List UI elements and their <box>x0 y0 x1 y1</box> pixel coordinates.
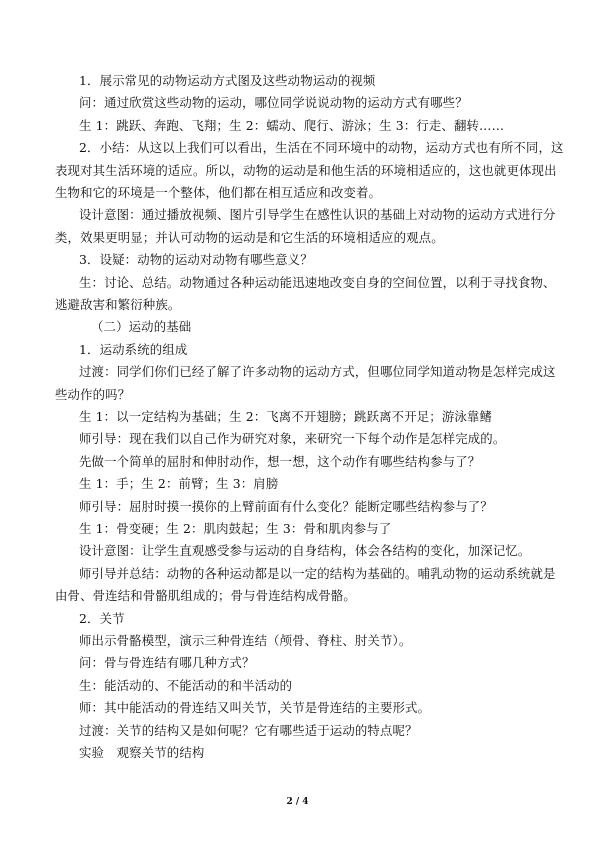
text-line: 生物和它的环境是一个整体，他们都在相互适应和改变着。 <box>55 185 382 200</box>
text-line: 问：骨与骨连结有哪几种方式？ <box>79 655 255 670</box>
text-line: 生：讨论、总结。动物通过各种运动能迅速地改变自身的空间位置，以利于寻找食物、 <box>79 275 556 290</box>
text-line: 表现对其生活环境的适应。所以，动物的运动是和他生活的环境相适应的，这也就更体现出 <box>55 163 557 178</box>
text-line: 1．展示常见的动物运动方式图及这些动物运动的视频 <box>79 73 376 88</box>
text-line: 3．设疑：动物的运动对动物有哪些意义？ <box>79 252 313 267</box>
text-line: 设计意图：通过播放视频、图片引导学生在感性认识的基础上对动物的运动方式进行分 <box>79 207 556 222</box>
text-line: 生 1：骨变硬；生 2：肌肉鼓起；生 3：骨和肌肉参与了 <box>79 521 392 536</box>
text-line: 逃避敌害和繁衍种族。 <box>55 297 181 312</box>
text-line: 过渡：关节的结构又是如何呢？它有哪些适于运动的特点呢？ <box>79 723 418 738</box>
text-line: 2．关节 <box>79 611 125 626</box>
text-line: 类，效果更明显；并认可动物的运动是和它生活的环境相适应的观点。 <box>55 230 444 245</box>
text-line: 师引导并总结：动物的各种运动都是以一定的结构为基础的。哺乳动物的运动系统就是 <box>79 566 556 581</box>
text-line: 问：通过欣赏这些动物的运动，哪位同学说说动物的运动方式有哪些？ <box>79 95 468 110</box>
text-line: 师引导：现在我们以自己作为研究对象，来研究一下每个动作是怎样完成的。 <box>79 431 506 446</box>
text-line: 2．小结：从这以上我们可以看出，生活在不同环境中的动物，运动方式也有所不同，这 <box>79 140 564 155</box>
text-line: 生 1：以一定结构为基础；生 2：飞离不开翅膀；跳跃离不开足；游泳靠鳍 <box>79 409 493 424</box>
text-line: 实验 观察关节的结构 <box>79 745 205 760</box>
text-line: 师引导：屈肘时摸一摸你的上臂前面有什么变化？能断定哪些结构参与了？ <box>79 499 493 514</box>
text-line: 先做一个简单的屈肘和伸肘动作，想一想，这个动作有哪些结构参与了？ <box>79 454 481 469</box>
text-line: 设计意图：让学生直观感受参与运动的自身结构，体会各结构的变化，加深记忆。 <box>79 543 531 558</box>
section-heading: （二）运动的基础 <box>91 319 192 334</box>
text-line: 过渡：同学们你们已经了解了许多动物的运动方式，但哪位同学知道动物是怎样完成这 <box>79 364 556 379</box>
text-line: 生 1：跳跃、奔跑、飞翔；生 2：蠕动、爬行、游泳；生 3：行走、翻转…… <box>79 118 505 133</box>
text-line: 些动作的吗？ <box>55 387 131 402</box>
text-line: 1．运动系统的组成 <box>79 342 188 357</box>
text-line: 由骨、骨连结和骨骼肌组成的；骨与骨连结构成骨骼。 <box>55 588 356 603</box>
page-number: 2 / 4 <box>286 797 309 807</box>
text-line: 师出示骨骼模型，演示三种骨连结（颅骨、脊柱、肘关节）。 <box>79 633 412 648</box>
text-line: 师：其中能活动的骨连结又叫关节，关节是骨连结的主要形式。 <box>79 700 431 715</box>
text-line: 生：能活动的、不能活动的和半活动的 <box>79 678 293 693</box>
text-line: 生 1：手；生 2：前臂；生 3：肩膀 <box>79 476 279 491</box>
